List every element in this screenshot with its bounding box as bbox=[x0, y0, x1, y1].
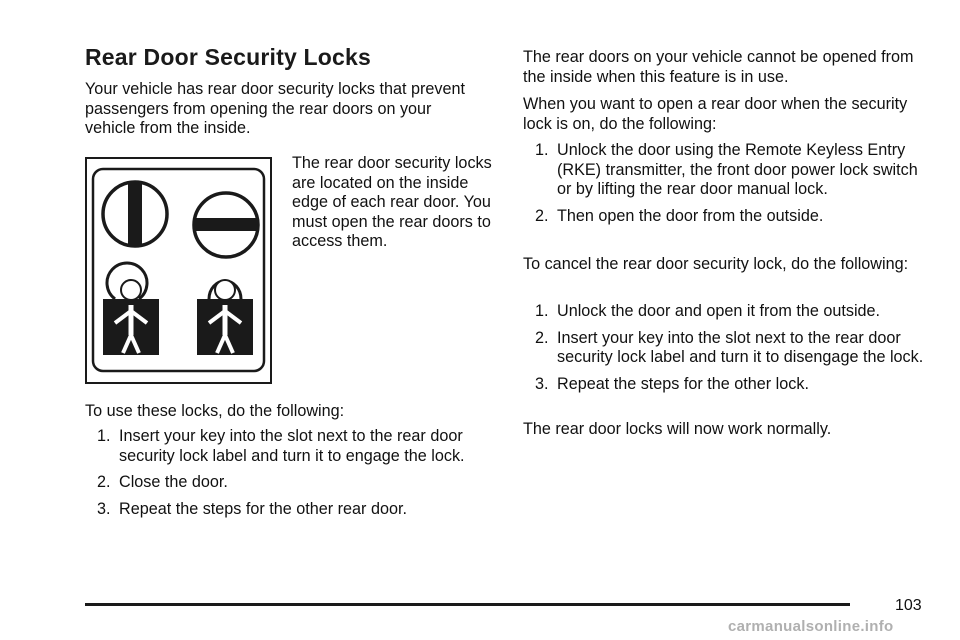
list-item: 3. Repeat the steps for the other rear door. bbox=[97, 499, 407, 518]
locked-slot-icon bbox=[103, 181, 167, 247]
use-intro: To use these locks, do the following: bbox=[85, 402, 345, 420]
page-number: 103 bbox=[895, 597, 922, 614]
figure-caption: The rear door security locks are located on the inside edge of each rear door. You must open the rear doors to access them. bbox=[292, 154, 492, 250]
list-item: 1. Unlock the door using the Remote Keyless Entry (RKE) transmitter, the front door power lock switch or by lifting the rear door manual lock. bbox=[535, 141, 918, 198]
unlocked-slot-icon bbox=[194, 193, 258, 257]
list-item: 2. Insert your key into the slot next to the rear door security lock label and turn it to disengage the lock. bbox=[535, 328, 924, 366]
child-locked-icon bbox=[103, 263, 159, 355]
cancel-steps-list bbox=[535, 302, 927, 394]
footer-rule bbox=[85, 603, 850, 606]
open-steps-list bbox=[535, 141, 927, 226]
engage-steps-list bbox=[97, 427, 497, 519]
right-paragraph-1: The rear doors on your vehicle cannot be opened from the inside when this feature is in use. bbox=[523, 48, 914, 86]
security-lock-illustration bbox=[87, 159, 274, 386]
list-item: 1. Insert your key into the slot next to the rear door security lock label and turn it to engage the lock. bbox=[97, 427, 465, 465]
right-paragraph-4: The rear door locks will now work normally. bbox=[523, 420, 832, 438]
security-lock-label-figure bbox=[85, 157, 272, 384]
page-title: Rear Door Security Locks bbox=[85, 44, 372, 70]
child-unlocked-icon bbox=[197, 280, 253, 355]
list-item: 1. Unlock the door and open it from the outside. bbox=[535, 302, 881, 320]
right-paragraph-2: When you want to open a rear door when the security lock is on, do the following: bbox=[523, 95, 908, 133]
watermark: carmanualsonline.info bbox=[728, 618, 894, 635]
list-item: 3. Repeat the steps for the other lock. bbox=[535, 374, 809, 393]
right-paragraph-3: To cancel the rear door security lock, do the following: bbox=[523, 255, 909, 273]
list-item: 2. Then open the door from the outside. bbox=[535, 206, 824, 225]
list-item: 2. Close the door. bbox=[97, 473, 228, 491]
intro-paragraph: Your vehicle has rear door security locks that prevent passengers from opening the rear doors on your vehicle from the inside. bbox=[85, 80, 466, 137]
